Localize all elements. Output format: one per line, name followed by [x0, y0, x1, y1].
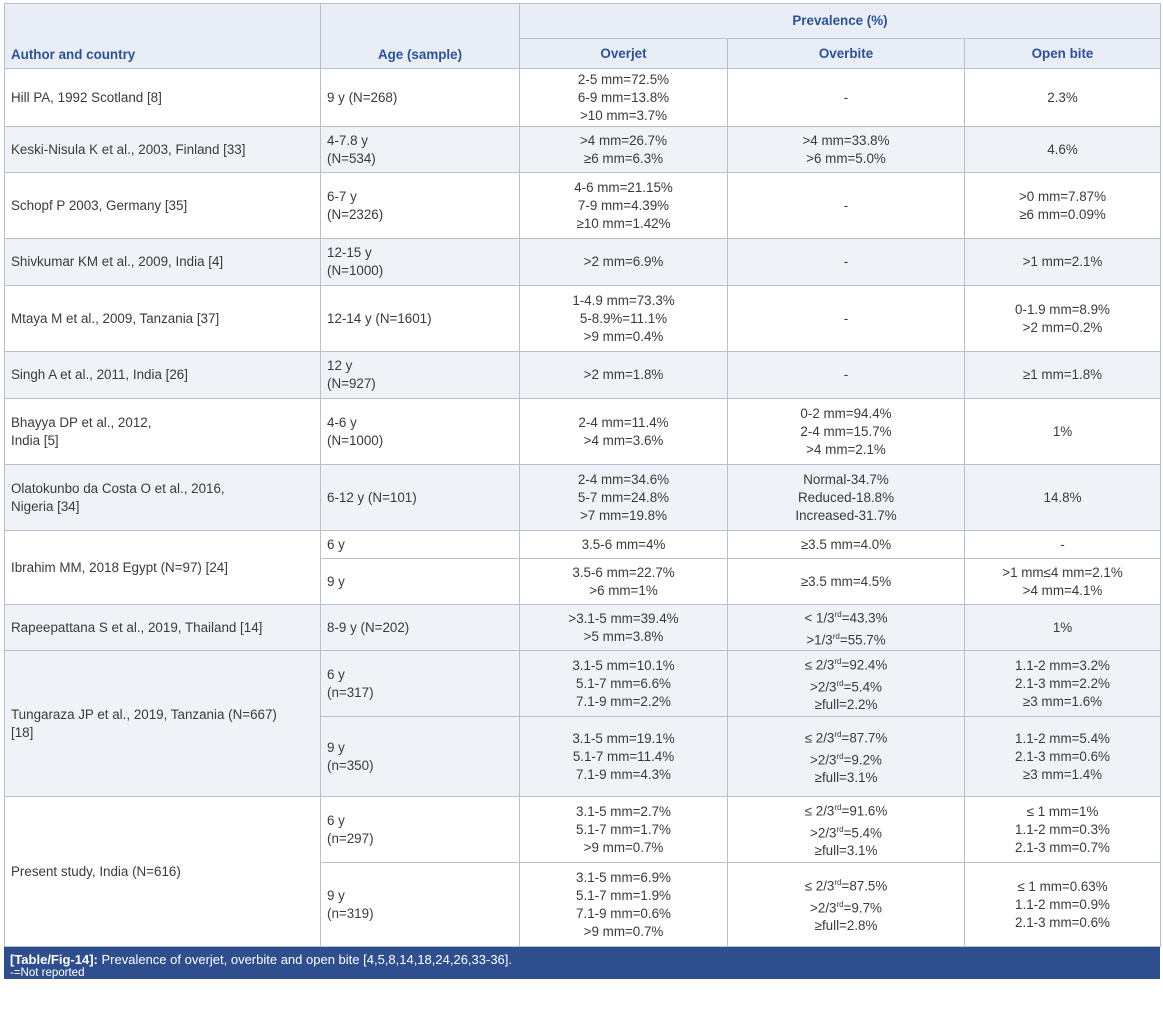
overjet-cell-line: 3.1-5 mm=6.9%	[576, 869, 671, 885]
age-cell	[321, 531, 520, 559]
author-cell: Bhayya DP et al., 2012, India [5]	[5, 399, 321, 465]
author-cell: Shivkumar KM et al., 2009, India [4]	[5, 239, 321, 286]
overbite-cell-line: ≤ 2/3rd=91.6%	[804, 803, 888, 819]
age-cell-line: (n=319)	[327, 905, 374, 921]
overjet-cell-line: ≥10 mm=1.42%	[576, 215, 671, 231]
age-cell-line: (N=2326)	[327, 206, 384, 222]
author-cell: Ibrahim MM, 2018 Egypt (N=97) [24]	[5, 531, 321, 605]
overjet-cell	[520, 717, 728, 797]
overbite-cell	[728, 399, 965, 465]
author-cell: Present study, India (N=616)	[5, 797, 321, 947]
header-overbite: Overbite	[728, 39, 965, 69]
openbite-cell	[965, 352, 1161, 399]
overbite-cell-line: ≤ 2/3rd=87.7%	[804, 730, 888, 746]
overjet-cell-line: 3.1-5 mm=10.1%	[572, 657, 675, 673]
table-row	[5, 399, 1161, 465]
overjet-cell	[520, 651, 728, 717]
openbite-cell	[965, 531, 1161, 559]
openbite-cell	[965, 399, 1161, 465]
age-cell-line: 9 y	[327, 573, 345, 589]
overbite-cell-line: < 1/3rd=43.3%	[804, 610, 888, 626]
author-cell: Rapeepattana S et al., 2019, Thailand [14]	[5, 605, 321, 651]
overbite-cell	[728, 286, 965, 352]
age-cell	[321, 352, 520, 399]
age-cell-line: 4-6 y	[327, 414, 357, 430]
openbite-cell-line: >1 mm=2.1%	[1022, 254, 1103, 269]
openbite-cell	[965, 717, 1161, 797]
openbite-cell	[965, 559, 1161, 605]
age-cell	[321, 286, 520, 352]
openbite-cell-line: 1%	[1052, 423, 1073, 439]
overbite-cell-line: Normal-34.7%	[803, 471, 889, 487]
overjet-cell	[520, 797, 728, 863]
overjet-cell	[520, 399, 728, 465]
overbite-cell	[728, 352, 965, 399]
openbite-cell-line: ≤ 1 mm=0.63%	[1017, 878, 1108, 894]
caption-note: -=Not reported	[10, 967, 85, 979]
age-cell	[321, 717, 520, 797]
age-cell	[321, 127, 520, 173]
openbite-cell-line: 0-1.9 mm=8.9%	[1015, 301, 1110, 317]
age-cell	[321, 651, 520, 717]
openbite-cell	[965, 605, 1161, 651]
overjet-cell-line: 5-8.9%=11.1%	[579, 310, 668, 326]
overbite-cell-line: ≥3.5 mm=4.0%	[800, 536, 892, 552]
openbite-cell-line: 2.1-3 mm=0.6%	[1015, 748, 1110, 764]
prevalence-table	[4, 3, 1161, 947]
openbite-cell-line: 4.6%	[1047, 141, 1078, 157]
openbite-cell-line: 1%	[1052, 619, 1073, 635]
overjet-cell-line: 4-6 mm=21.15%	[574, 179, 673, 195]
age-cell-line: 6-7 y	[327, 188, 357, 204]
age-cell-line: 12-15 y	[327, 245, 372, 260]
overjet-cell-line: >9 mm=0.7%	[583, 839, 664, 855]
overjet-cell-line: 2-5 mm=72.5%	[577, 71, 670, 87]
overbite-cell-line: ≥full=2.2%	[814, 696, 878, 712]
overjet-cell-line: 5.1-7 mm=6.6%	[576, 675, 671, 691]
overbite-cell	[728, 239, 965, 286]
overbite-cell-line: >4 mm=2.1%	[806, 441, 886, 457]
overjet-cell	[520, 69, 728, 127]
overjet-cell	[520, 173, 728, 239]
openbite-cell-line: 1.1-2 mm=0.3%	[1015, 821, 1110, 837]
overjet-cell-line: >4 mm=3.6%	[583, 432, 664, 448]
overbite-cell-line: 0-2 mm=94.4%	[800, 405, 892, 421]
openbite-cell-line: ≥6 mm=0.09%	[1019, 206, 1106, 222]
openbite-cell-line: >1 mm≤4 mm=2.1%	[1002, 564, 1123, 580]
age-cell	[321, 605, 520, 651]
overjet-cell-line: >2 mm=1.8%	[583, 367, 664, 382]
overbite-cell-line: >2/3rd=9.7%	[810, 899, 882, 915]
overjet-cell	[520, 127, 728, 173]
age-cell	[321, 559, 520, 605]
overjet-cell	[520, 239, 728, 286]
overjet-cell-line: 2-4 mm=34.6%	[577, 471, 670, 487]
age-cell-line: 6 y	[327, 536, 345, 552]
age-cell	[321, 69, 520, 127]
overbite-cell	[728, 797, 965, 863]
overjet-cell-line: >7 mm=19.8%	[579, 507, 668, 523]
openbite-cell	[965, 863, 1161, 947]
age-cell-line: (N=927)	[327, 376, 376, 391]
header-age: Age (sample)	[321, 4, 520, 69]
author-cell: Olatokunbo da Costa O et al., 2016, Nigeria [34]	[5, 465, 321, 531]
overbite-cell	[728, 559, 965, 605]
age-cell	[321, 399, 520, 465]
age-cell-line: (N=1000)	[327, 432, 384, 448]
overjet-cell-line: >5 mm=3.8%	[583, 628, 664, 644]
overjet-cell-line: 3.5-6 mm=22.7%	[572, 564, 675, 580]
age-cell-line: (n=350)	[327, 757, 374, 773]
age-cell-line: (N=1000)	[327, 263, 384, 278]
openbite-cell-line: 14.8%	[1043, 489, 1082, 505]
overbite-cell-line: ≥full=3.1%	[814, 842, 878, 858]
openbite-cell	[965, 286, 1161, 352]
overbite-cell-line: >6 mm=5.0%	[806, 150, 886, 166]
age-cell-line: 8-9 y (N=202)	[327, 619, 410, 635]
overbite-cell-line: >1/3rd=55.7%	[806, 631, 886, 647]
header-openbite: Open bite	[965, 39, 1161, 69]
age-cell	[321, 797, 520, 863]
overjet-cell-line: 2-4 mm=11.4%	[578, 414, 669, 430]
overbite-cell-line: >4 mm=33.8%	[802, 132, 890, 148]
table-row	[5, 605, 1161, 651]
overjet-cell-line: 7.1-9 mm=0.6%	[576, 905, 671, 921]
overbite-cell-line: ≤ 2/3rd=87.5%	[804, 878, 888, 894]
overjet-cell-line: >6 mm=1%	[589, 582, 658, 598]
openbite-cell	[965, 173, 1161, 239]
table-row	[5, 286, 1161, 352]
openbite-cell-line: 2.1-3 mm=2.2%	[1015, 675, 1110, 691]
age-cell-line: (N=534)	[327, 150, 376, 166]
age-cell-line: 9 y (N=268)	[327, 89, 398, 105]
overbite-cell	[728, 651, 965, 717]
age-cell-line: (n=317)	[327, 684, 374, 700]
overjet-cell	[520, 559, 728, 605]
age-cell-line: 4-7.8 y	[327, 132, 368, 148]
table-row	[5, 797, 1161, 863]
overjet-cell-line: >4 mm=26.7%	[579, 132, 668, 148]
overjet-cell	[520, 352, 728, 399]
overbite-cell-line: -	[843, 197, 849, 213]
openbite-cell	[965, 465, 1161, 531]
openbite-cell-line: 1.1-2 mm=5.4%	[1015, 730, 1110, 746]
header-overjet: Overjet	[520, 39, 728, 69]
openbite-cell-line: 2.1-3 mm=0.7%	[1015, 839, 1110, 855]
table-row	[5, 352, 1161, 399]
openbite-cell-line: ≥3 mm=1.4%	[1022, 766, 1103, 782]
overjet-cell	[520, 465, 728, 531]
overjet-cell-line: >9 mm=0.4%	[583, 328, 664, 344]
caption-text: Prevalence of overjet, overbite and open bite [4,5,8,14,18,24,26,33-36].	[101, 952, 513, 967]
header-prevalence: Prevalence (%)	[520, 4, 1161, 39]
age-cell-line: 12-14 y (N=1601)	[327, 310, 432, 326]
author-cell: Hill PA, 1992 Scotland [8]	[5, 69, 321, 127]
openbite-cell	[965, 239, 1161, 286]
overjet-cell-line: 6-9 mm=13.8%	[577, 89, 670, 105]
overbite-cell-line: >2/3rd=9.2%	[810, 751, 882, 767]
openbite-cell-line: -	[1060, 536, 1065, 552]
openbite-cell	[965, 651, 1161, 717]
overbite-cell-line: >2/3rd=5.4%	[810, 678, 882, 694]
overjet-cell-line: 5.1-7 mm=11.4%	[572, 748, 675, 764]
overbite-cell	[728, 173, 965, 239]
openbite-cell	[965, 69, 1161, 127]
overjet-cell	[520, 286, 728, 352]
age-cell-line: 6 y	[327, 666, 345, 682]
header-author: Author and country	[5, 4, 321, 69]
overjet-cell	[520, 531, 728, 559]
overbite-cell-line: Reduced-18.8%	[797, 489, 895, 505]
table-row	[5, 531, 1161, 559]
overjet-cell-line: 5.1-7 mm=1.9%	[576, 887, 671, 903]
age-cell-line: 9 y	[327, 887, 345, 903]
overjet-cell-line: >10 mm=3.7%	[579, 107, 668, 123]
openbite-cell-line: 1.1-2 mm=3.2%	[1015, 657, 1110, 673]
table-row	[5, 173, 1161, 239]
overbite-cell-line: ≥full=2.8%	[814, 917, 878, 933]
overjet-cell-line: 7.1-9 mm=4.3%	[576, 766, 671, 782]
author-cell: Mtaya M et al., 2009, Tanzania [37]	[5, 286, 321, 352]
author-cell: Schopf P 2003, Germany [35]	[5, 173, 321, 239]
table-row	[5, 239, 1161, 286]
overbite-cell	[728, 717, 965, 797]
overbite-cell-line: ≥3.5 mm=4.5%	[800, 573, 892, 589]
openbite-cell	[965, 797, 1161, 863]
age-cell-line: 6 y	[327, 812, 345, 828]
openbite-cell	[965, 127, 1161, 173]
overbite-cell	[728, 863, 965, 947]
overjet-cell-line: 1-4.9 mm=73.3%	[572, 292, 675, 308]
overbite-cell-line: >2/3rd=5.4%	[810, 824, 882, 840]
overjet-cell-line: 7-9 mm=4.39%	[577, 197, 670, 213]
overbite-cell	[728, 127, 965, 173]
openbite-cell-line: >2 mm=0.2%	[1022, 319, 1103, 335]
author-cell: Keski-Nisula K et al., 2003, Finland [33]	[5, 127, 321, 173]
age-cell	[321, 173, 520, 239]
age-cell	[321, 239, 520, 286]
openbite-cell-line: 2.1-3 mm=0.6%	[1015, 914, 1110, 930]
age-cell	[321, 465, 520, 531]
overbite-cell-line: -	[843, 367, 849, 382]
overbite-cell-line: 2-4 mm=15.7%	[800, 423, 892, 439]
overjet-cell-line: 3.1-5 mm=19.1%	[572, 730, 675, 746]
overjet-cell-line: >3.1-5 mm=39.4%	[568, 610, 679, 626]
age-cell-line: 9 y	[327, 739, 345, 755]
overbite-cell	[728, 69, 965, 127]
author-cell: Tungaraza JP et al., 2019, Tanzania (N=667) [18]	[5, 651, 321, 797]
overbite-cell-line: -	[843, 89, 849, 105]
age-cell-line: 12 y	[327, 358, 353, 373]
overjet-cell-line: 3.5-6 mm=4%	[581, 536, 666, 552]
openbite-cell-line: ≥1 mm=1.8%	[1022, 367, 1103, 382]
openbite-cell-line: 1.1-2 mm=0.9%	[1015, 896, 1110, 912]
table-caption	[4, 947, 1160, 979]
table-container	[4, 3, 1160, 979]
overjet-cell-line: >9 mm=0.7%	[583, 923, 664, 939]
overjet-cell-line: ≥6 mm=6.3%	[583, 150, 664, 166]
age-cell	[321, 863, 520, 947]
overjet-cell-line: >2 mm=6.9%	[583, 254, 664, 269]
table-body	[5, 69, 1161, 947]
age-cell-line: (n=297)	[327, 830, 374, 846]
openbite-cell-line: >4 mm=4.1%	[1022, 582, 1103, 598]
overjet-cell	[520, 863, 728, 947]
overbite-cell-line: ≤ 2/3rd=92.4%	[804, 657, 888, 673]
openbite-cell-line: 2.3%	[1047, 89, 1078, 105]
overbite-cell-line: Increased-31.7%	[795, 507, 897, 523]
overbite-cell	[728, 465, 965, 531]
overbite-cell-line: -	[843, 254, 849, 269]
overbite-cell-line: -	[843, 310, 849, 326]
caption-tag: [Table/Fig-14]:	[10, 952, 98, 967]
table-row	[5, 127, 1161, 173]
overbite-cell	[728, 531, 965, 559]
overjet-cell-line: 5-7 mm=24.8%	[577, 489, 670, 505]
overbite-cell-line: ≥full=3.1%	[814, 769, 878, 785]
table-row	[5, 651, 1161, 717]
overjet-cell-line: 5.1-7 mm=1.7%	[576, 821, 671, 837]
overjet-cell	[520, 605, 728, 651]
openbite-cell-line: >0 mm=7.87%	[1018, 188, 1107, 204]
openbite-cell-line: ≥3 mm=1.6%	[1022, 693, 1103, 709]
table-row	[5, 465, 1161, 531]
table-row	[5, 69, 1161, 127]
overjet-cell-line: 7.1-9 mm=2.2%	[576, 693, 671, 709]
author-cell: Singh A et al., 2011, India [26]	[5, 352, 321, 399]
openbite-cell-line: ≤ 1 mm=1%	[1026, 803, 1099, 819]
overbite-cell	[728, 605, 965, 651]
age-cell-line: 6-12 y (N=101)	[327, 489, 417, 505]
overjet-cell-line: 3.1-5 mm=2.7%	[576, 803, 671, 819]
